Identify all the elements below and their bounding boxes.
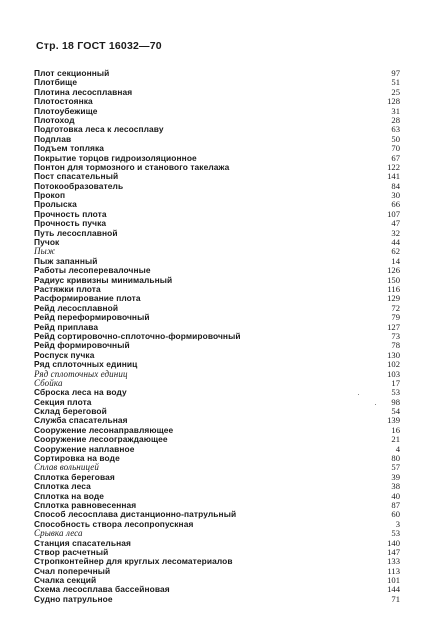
entry-term: Ряд сплоточных единиц	[34, 368, 128, 379]
entry-term: Подплав	[34, 133, 72, 144]
entry-page-number: 127	[387, 321, 400, 332]
entry-page-number: 30	[391, 190, 400, 201]
index-entry	[34, 69, 400, 78]
entry-term: Подъем топляка	[34, 143, 105, 154]
entry-page-number: 60	[391, 509, 400, 520]
entry-page-number: 129	[387, 293, 400, 304]
entry-page-number: 70	[391, 143, 400, 154]
entry-page-number: 39	[391, 471, 400, 482]
entry-page-number: 102	[387, 359, 400, 370]
entry-term: Судно патрульное	[34, 593, 113, 604]
entry-term: Плотбище	[34, 77, 78, 88]
entry-page-number: 71	[391, 593, 400, 604]
entry-term: Способ лесосплава дистанционно-патрульный	[34, 509, 237, 520]
entry-term: Работы лесоперевалочные	[34, 265, 151, 276]
page-header	[36, 40, 162, 52]
entry-term: Створ расчетный	[34, 546, 109, 557]
entry-term: Сброска леса на воду	[34, 387, 127, 398]
entry-term: Рейд сортировочно-сплоточно-формировочный	[34, 330, 241, 341]
entry-page-number: 73	[391, 330, 400, 341]
entry-page-number: 147	[387, 546, 400, 557]
entry-term: Пучок	[34, 237, 60, 248]
scan-speck	[375, 404, 376, 405]
entry-page-number: 53	[391, 387, 400, 398]
entry-term: Сплотка равновесенная	[34, 499, 137, 510]
entry-term: Сооружение наплавное	[34, 443, 135, 454]
entry-page-number: 38	[391, 481, 400, 492]
entry-page-number: 79	[391, 312, 400, 323]
entry-term: Сплотка леса	[34, 481, 91, 492]
entry-page-number: 14	[391, 255, 400, 266]
entry-term: Станция спасательная	[34, 537, 131, 548]
index-entry	[34, 191, 400, 200]
entry-term: Растяжки плота	[34, 283, 101, 294]
entry-term: Стропконтейнер для круглых лесоматериалов	[34, 556, 233, 567]
entry-term: Сплотка береговая	[34, 471, 115, 482]
entry-page-number: 97	[391, 68, 400, 78]
entry-page-number: 84	[391, 180, 400, 191]
entry-page-number: 126	[387, 265, 400, 276]
entry-term: Сплав вольницей	[34, 462, 99, 473]
entry-term: Плот секционный	[34, 68, 110, 78]
term-index-list	[34, 69, 400, 604]
entry-page-number: 122	[387, 161, 400, 172]
entry-term: Радиус кривизны минимальный	[34, 274, 173, 285]
index-entry	[34, 595, 400, 604]
entry-page-number: 4	[395, 443, 400, 454]
entry-term: Плотоход	[34, 114, 75, 125]
entry-term: Рейд приплава	[34, 321, 99, 332]
entry-term: Прочность пучка	[34, 218, 107, 229]
entry-page-number: 50	[391, 133, 400, 144]
entry-page-number: 133	[387, 556, 400, 567]
index-entry	[34, 107, 400, 116]
entry-page-number: 140	[387, 537, 400, 548]
index-entry	[34, 182, 400, 191]
entry-term: Покрытие торцов гидроизоляционное	[34, 152, 197, 163]
entry-page-number: 141	[387, 171, 400, 182]
page-number-label: Стр. 18	[36, 40, 75, 52]
entry-page-number: 130	[387, 349, 400, 360]
entry-page-number: 57	[391, 462, 400, 473]
index-entry	[34, 520, 400, 529]
entry-term: Склад береговой	[34, 406, 107, 417]
index-entry	[34, 229, 400, 238]
index-entry	[34, 125, 400, 134]
entry-term: Схема лесосплава бассейновая	[34, 584, 170, 595]
entry-page-number: 107	[387, 208, 400, 219]
entry-page-number: 139	[387, 415, 400, 426]
entry-page-number: 116	[387, 283, 400, 294]
entry-term: Счал поперечный	[34, 565, 111, 576]
entry-page-number: 28	[391, 114, 400, 125]
standard-number: ГОСТ 16032—70	[77, 40, 162, 52]
entry-term: Рейд переформировочный	[34, 312, 150, 323]
entry-term: Пыж запанный	[34, 255, 98, 266]
entry-term: Плотина лесосплавная	[34, 86, 133, 97]
entry-page-number: 25	[391, 86, 400, 97]
entry-term: Рейд лесосплавной	[34, 302, 119, 313]
entry-page-number: 80	[391, 453, 400, 464]
entry-term: Прокоп	[34, 190, 66, 201]
index-entry	[34, 370, 400, 379]
entry-term: Служба спасательная	[34, 415, 128, 426]
entry-term: Потокообразователь	[34, 180, 124, 191]
entry-term: Сортировка на воде	[34, 453, 120, 464]
entry-term: Рейд формировочный	[34, 340, 130, 351]
entry-term: Подготовка леса к лесосплаву	[34, 124, 164, 135]
entry-term: Роспуск пучка	[34, 349, 95, 360]
entry-term: Сооружение лесонаправляющее	[34, 424, 174, 435]
entry-term: Расформирование плота	[34, 293, 141, 304]
entry-page-number: 72	[391, 302, 400, 313]
entry-page-number: 16	[391, 424, 400, 435]
entry-page-number: 128	[387, 96, 400, 107]
entry-page-number: 98	[391, 396, 400, 407]
entry-page-number: 21	[391, 434, 400, 445]
entry-page-number: 113	[387, 565, 400, 576]
entry-term: Плотостоянка	[34, 96, 93, 107]
entry-page-number: 150	[387, 274, 400, 285]
entry-page-number: 44	[391, 237, 400, 248]
entry-page-number: 103	[387, 368, 400, 379]
entry-page-number: 32	[391, 227, 400, 238]
entry-page-number: 54	[391, 406, 400, 417]
entry-page-number: 31	[391, 105, 400, 116]
entry-page-number: 47	[391, 218, 400, 229]
entry-page-number: 63	[391, 124, 400, 135]
entry-term: Пост спасательный	[34, 171, 119, 182]
entry-page-number: 66	[391, 199, 400, 210]
entry-term: Ряд сплоточных единиц	[34, 359, 138, 370]
entry-page-number: 78	[391, 340, 400, 351]
entry-page-number: 53	[391, 528, 400, 539]
entry-term: Срывка леса	[34, 528, 83, 539]
entry-page-number: 17	[391, 377, 400, 388]
entry-page-number: 144	[387, 584, 400, 595]
entry-page-number: 62	[391, 246, 400, 257]
entry-page-number: 40	[391, 490, 400, 501]
entry-term: Сооружение лесоограждающее	[34, 434, 168, 445]
entry-page-number: 87	[391, 499, 400, 510]
scan-speck	[358, 394, 359, 395]
entry-term: Плотоубежище	[34, 105, 98, 116]
entry-page-number: 51	[391, 77, 400, 88]
entry-term: Секция плота	[34, 396, 92, 407]
entry-term: Счалка секций	[34, 575, 97, 586]
entry-page-number: 101	[387, 575, 400, 586]
entry-term: Сбойка	[34, 377, 63, 388]
entry-page-number: 67	[391, 152, 400, 163]
entry-term: Понтон для тормозного и станового такелажа	[34, 161, 230, 172]
entry-term: Пыж	[34, 246, 56, 257]
entry-term: Пролыска	[34, 199, 77, 210]
entry-term: Способность створа лесопропускная	[34, 518, 194, 529]
entry-term: Путь лесосплавной	[34, 227, 118, 238]
entry-term: Сплотка на воде	[34, 490, 105, 501]
index-entry	[34, 238, 400, 247]
entry-term: Прочность плота	[34, 208, 107, 219]
entry-page-number: 3	[395, 518, 400, 529]
